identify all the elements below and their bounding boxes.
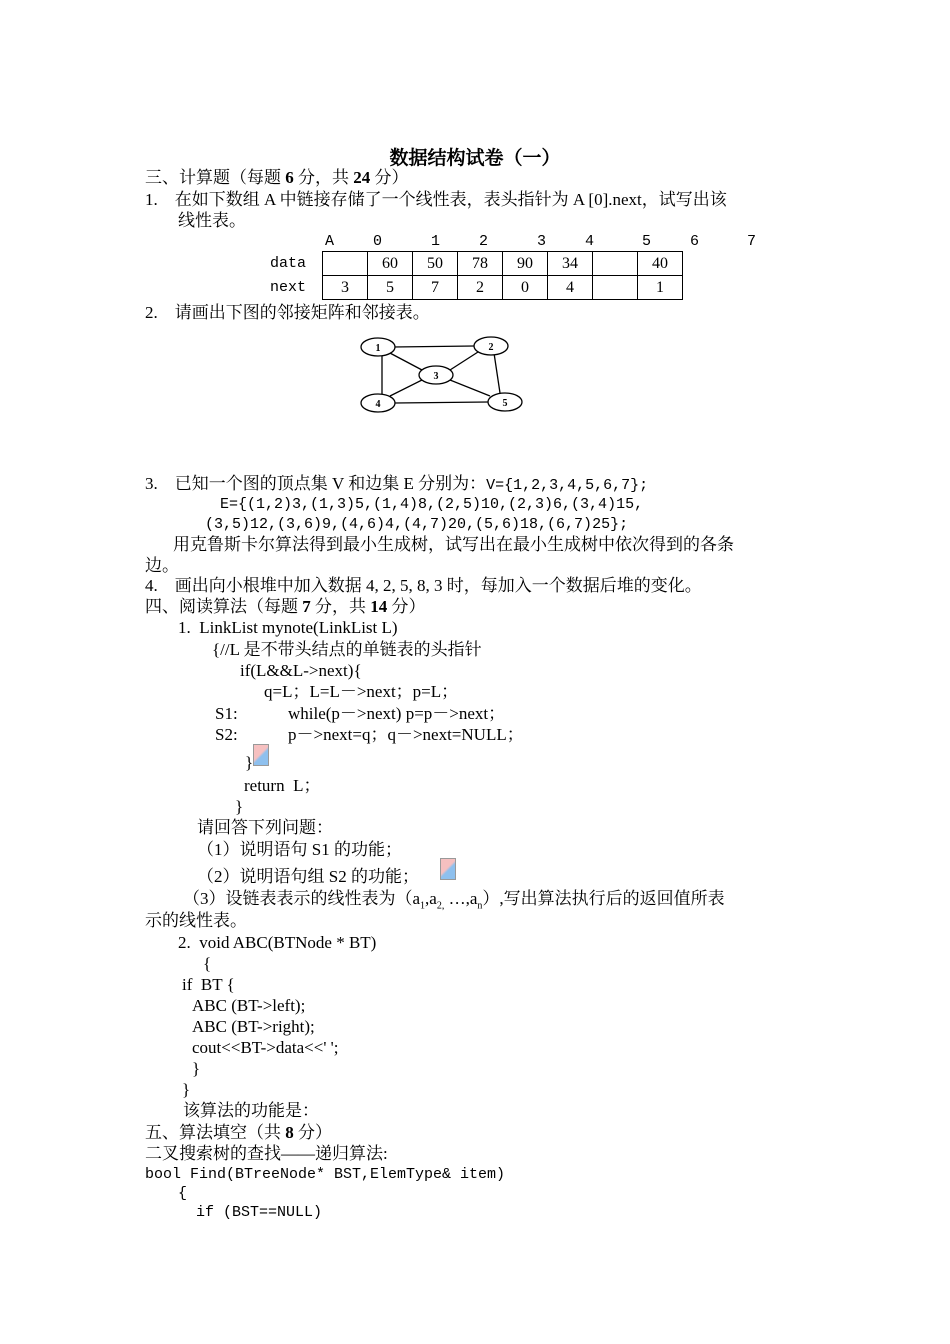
ask-text: 请回答下列问题：: [197, 818, 333, 837]
code-line: ABC (BT->left);: [192, 996, 306, 1015]
array-index: 3: [537, 233, 547, 250]
data-label: data: [270, 255, 307, 272]
array-cell: 0: [503, 276, 548, 300]
array-data-row: [270, 252, 683, 276]
q2-text: 2. 请画出下图的邻接矩阵和邻接表。: [145, 303, 430, 322]
array-table: [270, 251, 683, 300]
code-label: S1:: [215, 704, 238, 723]
ask-1: （1）说明语句 S1 的功能；: [197, 840, 402, 859]
code-line: {: [203, 954, 212, 973]
q3-line1: 3. 已知一个图的顶点集 V 和边集 E 分别为：V={1,2,3,4,5,6,7};: [145, 474, 649, 494]
array-next-row: [270, 276, 683, 300]
edge-3-4: [390, 380, 422, 396]
code-line: 1. LinkList mynote(LinkList L): [178, 618, 398, 637]
array-cell: 5: [368, 276, 413, 300]
code-line: if(L&&L->next){: [240, 661, 362, 680]
node-label: 3: [433, 371, 439, 382]
code-line: q=L；L=L－>next；p=L；: [264, 682, 459, 701]
array-cell: 40: [638, 252, 683, 276]
array-index: 1: [431, 233, 441, 250]
section4-heading: 四、阅读算法（每题 7 分，共 14 分）: [145, 597, 426, 616]
ask-3-line2: 示的线性表。: [145, 911, 247, 930]
array-cell: 4: [548, 276, 593, 300]
q3-line4: 用克鲁斯卡尔算法得到最小生成树，试写出在最小生成树中依次得到的各条: [173, 535, 734, 554]
array-index: 2: [479, 233, 489, 250]
array-cell: 90: [503, 252, 548, 276]
code-line: while(p－>next) p=p－>next；: [288, 704, 506, 723]
code-line: {//L 是不带头结点的单链表的头指针: [212, 640, 482, 659]
array-cell: 3: [323, 276, 368, 300]
section5-heading: 五、算法填空（共 8 分）: [145, 1123, 332, 1142]
node-label: 1: [375, 343, 381, 354]
graph-diagram: [350, 330, 530, 420]
section3-heading: 三、计算题（每题 6 分，共 24 分）: [145, 168, 409, 187]
node-label: 5: [502, 398, 508, 409]
code-line: cout<<BT->data<<' ';: [192, 1038, 339, 1057]
node-label: 2: [488, 342, 494, 353]
broken-image-icon: [440, 858, 456, 880]
code-line: 2. void ABC(BTNode * BT): [178, 933, 377, 952]
code-line: }: [235, 797, 244, 816]
section5-line4: if (BST==NULL): [196, 1204, 323, 1221]
edge-4-5: [395, 402, 488, 403]
array-cell: [323, 252, 368, 276]
q3-line5: 边。: [145, 556, 179, 575]
q1-line2: 线性表。: [178, 211, 246, 230]
broken-image-icon: [253, 744, 269, 766]
q3-line3: (3,5)12,(3,6)9,(4,6)4,(4,7)20,(5,6)18,(6,7)25};: [205, 516, 629, 533]
code-line: }: [182, 1080, 191, 1099]
node-label: 4: [375, 399, 381, 410]
array-cell: 78: [458, 252, 503, 276]
array-cell: [593, 252, 638, 276]
edge-2-3: [450, 352, 478, 370]
array-cell: 1: [638, 276, 683, 300]
code-label: S2:: [215, 725, 238, 744]
code-line: if BT {: [182, 975, 235, 994]
array-index: A: [325, 233, 335, 250]
page-title: 数据结构试卷（一）: [389, 147, 561, 169]
array-cell: 50: [413, 252, 458, 276]
section5-line2: bool Find(BTreeNode* BST,ElemType& item): [145, 1166, 506, 1183]
array-cell: [593, 276, 638, 300]
q3-line2: E={(1,2)3,(1,3)5,(1,4)8,(2,5)10,(2,3)6,(3,4)15,: [220, 496, 644, 513]
array-cell: 7: [413, 276, 458, 300]
array-cell: 34: [548, 252, 593, 276]
code-line: }: [192, 1059, 201, 1078]
edge-1-2: [393, 346, 474, 347]
code-line: }: [245, 753, 254, 772]
code-line: p－>next=q；q－>next=NULL；: [288, 725, 524, 744]
q1-line1: 1. 在如下数组 A 中链接存储了一个线性表，表头指针为 A [0].next，试写出该: [145, 190, 727, 209]
edge-2-5: [494, 353, 500, 393]
edge-3-5: [450, 380, 490, 396]
next-label: next: [270, 279, 307, 296]
array-index: 5: [642, 233, 652, 250]
code-line: return L；: [244, 776, 321, 795]
array-index: 7: [747, 233, 757, 250]
array-index: 6: [690, 233, 700, 250]
code-line: ABC (BT->right);: [192, 1017, 315, 1036]
alg2-question: 该算法的功能是：: [183, 1101, 319, 1120]
array-cell: 60: [368, 252, 413, 276]
array-cell: 2: [458, 276, 503, 300]
array-index: 0: [373, 233, 383, 250]
edge-1-3: [388, 352, 422, 370]
ask-3-line1: （3）设链表表示的线性表为（$a_1,a_{2,}$ $\dots,a_n$）,写出算法执行后的返回值所表: [183, 889, 725, 912]
ask-2: （2）说明语句组 S2 的功能；: [197, 867, 419, 886]
q4-text: 4. 画出向小根堆中加入数据 4, 2, 5, 8, 3 时，每加入一个数据后堆的变化。: [145, 576, 702, 595]
section5-line3: {: [178, 1185, 188, 1202]
array-index: 4: [585, 233, 595, 250]
section5-line1: 二叉搜索树的查找——递归算法:: [145, 1144, 388, 1163]
